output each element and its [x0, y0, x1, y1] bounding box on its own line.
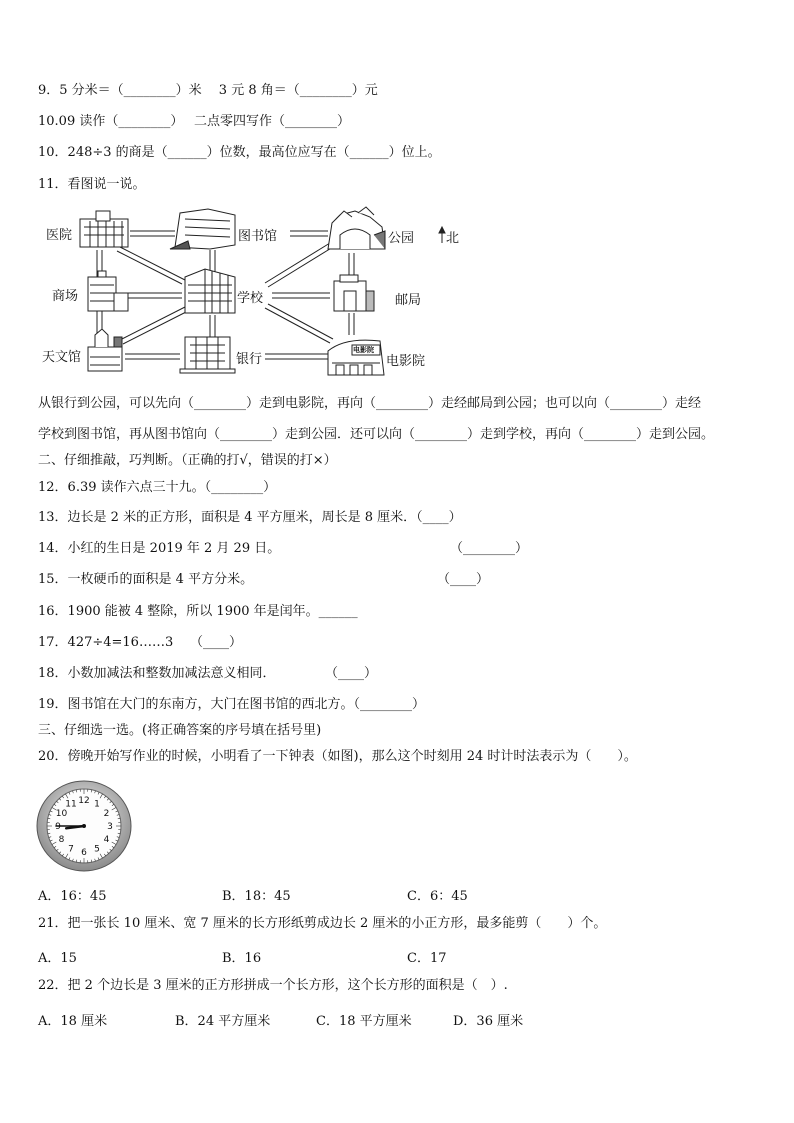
- question-11-text-1: 从银行到公园，可以先向（________）走到电影院，再向（________）走经邮局到公园；也可以向（________）走经: [38, 396, 702, 411]
- question-12: 12．6.39 读作六点三十九。（________）: [38, 480, 277, 495]
- question-18-blank: （____）: [325, 666, 378, 681]
- q20-option-c: C．6：45: [407, 889, 468, 904]
- label-park: 公园: [388, 231, 415, 246]
- hospital-building: [80, 211, 128, 247]
- label-cinema: 电影院: [386, 354, 426, 369]
- question-16: 16．1900 能被 4 整除，所以 1900 年是闰年。______: [38, 604, 358, 619]
- question-17: 17．427÷4=16……3: [38, 635, 174, 650]
- question-15: 15．一枚硬币的面积是 4 平方分米。: [38, 572, 254, 587]
- q22-option-d: D．36 厘米: [453, 1014, 524, 1029]
- question-11: 11．看图说一说。: [38, 177, 146, 192]
- question-20: 20．傍晚开始写作业的时候，小明看了一下钟表（如图)，那么这个时刻用 24 时计时法表示为（ ）。: [38, 749, 637, 764]
- q22-option-c: C．18 平方厘米: [316, 1014, 412, 1029]
- label-north: 北: [446, 231, 460, 246]
- question-13: 13．边长是 2 米的正方形，面积是 4 平方厘米，周长是 8 厘米．（____）: [38, 510, 462, 525]
- bank-building: [180, 337, 235, 373]
- clock-number: 12: [78, 796, 90, 806]
- label-post-office: 邮局: [395, 293, 422, 308]
- q21-option-c: C．17: [407, 951, 447, 966]
- clock-number: 7: [68, 844, 74, 855]
- label-library: 图书馆: [238, 229, 278, 244]
- clock-number: 6: [81, 848, 87, 858]
- label-school: 学校: [237, 291, 264, 306]
- clock-number: 11: [65, 799, 77, 810]
- clock-figure: [36, 780, 136, 872]
- north-arrow: [439, 227, 445, 243]
- clock-number: 4: [103, 835, 110, 845]
- park-gate: [328, 207, 385, 249]
- label-hospital: 医院: [46, 228, 73, 243]
- clock-number: 2: [103, 809, 110, 819]
- q20-option-b: B．18：45: [222, 889, 291, 904]
- question-14: 14．小红的生日是 2019 年 2 月 29 日。: [38, 541, 281, 556]
- clock-number: 8: [58, 835, 65, 845]
- question-15-blank: （____）: [437, 572, 490, 587]
- clock-number: 9: [55, 822, 61, 832]
- clock-number: 10: [55, 809, 68, 819]
- question-10a: 10.09 读作（________） 二点零四写作（________）: [38, 114, 350, 129]
- mall-building: [88, 271, 128, 311]
- label-bank: 银行: [236, 352, 263, 367]
- q22-option-b: B．24 平方厘米: [175, 1014, 271, 1029]
- clock-face: [36, 780, 136, 872]
- cinema-sign: 电影院: [353, 345, 374, 354]
- q22-option-a: A．18 厘米: [38, 1014, 108, 1029]
- observatory-building: [88, 329, 122, 371]
- q20-option-a: A．16：45: [38, 889, 107, 904]
- section-3-heading: 三、仔细选一选。(将正确答案的序号填在括号里): [38, 723, 322, 738]
- clock-number: 3: [107, 822, 113, 832]
- q21-option-a: A．15: [38, 951, 77, 966]
- question-9: 9．5 分米＝（________）米 3 元 8 角＝（________）元: [38, 83, 378, 98]
- section-2-heading: 二、仔细推敲，巧判断。（正确的打√，错误的打×）: [38, 453, 337, 468]
- question-19: 19．图书馆在大门的东南方，大门在图书馆的西北方。（________）: [38, 697, 426, 712]
- clock-number: 5: [94, 844, 100, 855]
- question-18: 18．小数加减法和整数加减法意义相同．: [38, 666, 276, 681]
- question-14-blank: （________）: [450, 541, 529, 556]
- question-21: 21．把一张长 10 厘米、宽 7 厘米的长方形纸剪成边长 2 厘米的小正方形，最多能剪（ ）个。: [38, 916, 607, 931]
- q21-option-b: B．16: [222, 951, 262, 966]
- clock-number: 1: [94, 799, 100, 810]
- school-building: [185, 269, 235, 313]
- direction-map: [40, 205, 470, 385]
- question-22: 22．把 2 个边长是 3 厘米的正方形拼成一个长方形，这个长方形的面积是（ ）.: [38, 978, 508, 993]
- question-17-blank: （____）: [190, 635, 243, 650]
- post-office-building: [334, 275, 374, 311]
- question-10: 10．248÷3 的商是（______）位数，最高位应写在（______）位上。: [38, 145, 441, 160]
- library-building: [170, 209, 235, 249]
- question-11-text-2: 学校到图书馆，再从图书馆向（________）走到公园．还可以向（________）走到学校，再向（________）走到公园。: [38, 427, 715, 442]
- label-mall: 商场: [52, 289, 79, 304]
- label-observatory: 天文馆: [42, 350, 82, 365]
